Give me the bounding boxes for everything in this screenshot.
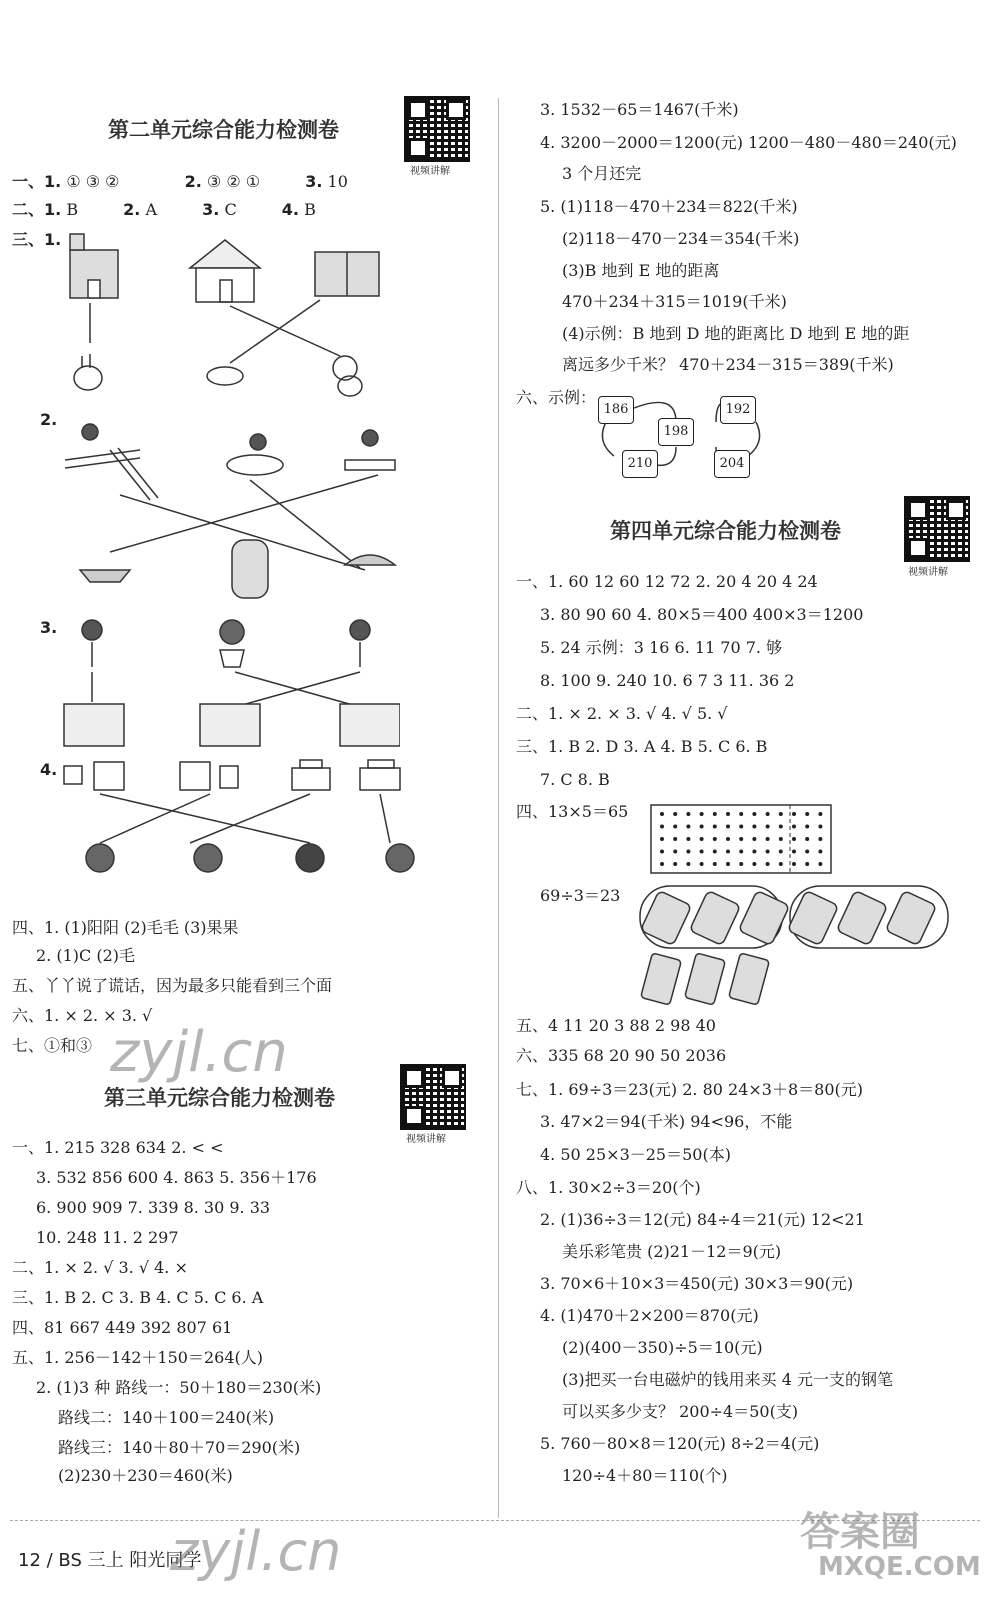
- answer-line: 路线三：140＋80＋70＝290(米): [58, 1438, 301, 1457]
- dot: [713, 850, 717, 854]
- watermark: MXQE.COM: [818, 1552, 981, 1582]
- answer-line: 8. 100 9. 240 10. 6 7 3 11. 36 2: [540, 671, 795, 690]
- loose-sticks: [685, 953, 726, 1005]
- answer-line: 69÷3＝23: [540, 886, 621, 905]
- answer-line: 470＋234＋315＝1019(千米): [562, 292, 787, 311]
- dot: [792, 862, 796, 866]
- unit2-q6-line: 六、1. × 2. × 3. √: [12, 1006, 153, 1025]
- dot: [818, 850, 822, 854]
- q3-3-label: 3.: [40, 618, 58, 637]
- dot: [686, 862, 690, 866]
- watermark: 答案圈: [800, 1509, 920, 1555]
- dot: [726, 837, 730, 841]
- dot: [752, 825, 756, 829]
- diagram-number: 204: [714, 450, 750, 478]
- answer-line: 5. 24 示例：3 16 6. 11 70 7. 够: [540, 638, 783, 657]
- answer-line: 2. (1)3 种 路线一：50＋180＝230(米): [36, 1378, 322, 1397]
- dot: [792, 837, 796, 841]
- viewpoint-matching-figure: [60, 612, 400, 752]
- block-view-matching-figure: [60, 758, 420, 898]
- dot: [779, 862, 783, 866]
- dot: [818, 862, 822, 866]
- answer-line: 四、13×5＝65: [516, 802, 629, 821]
- dot: [713, 837, 717, 841]
- dot: [739, 850, 743, 854]
- dot: [766, 862, 770, 866]
- dot: [779, 837, 783, 841]
- dot: [805, 812, 809, 816]
- dot: [713, 825, 717, 829]
- answer-line: 八、1. 30×2÷3＝20(个): [516, 1178, 701, 1197]
- unit2-q5-line: 五、丫丫说了谎话，因为最多只能看到三个面: [12, 976, 333, 995]
- dot: [700, 850, 704, 854]
- dot: [713, 862, 717, 866]
- qr-caption: 视频讲解: [908, 567, 948, 578]
- qr-caption: 视频讲解: [410, 166, 450, 177]
- answer-line: 五、4 11 20 3 88 2 98 40: [516, 1016, 716, 1035]
- dot: [739, 837, 743, 841]
- dot: [700, 812, 704, 816]
- answer-line: 5. (1)118－470＋234＝822(千米): [540, 197, 798, 216]
- loose-sticks: [729, 953, 770, 1005]
- answer-line: 二、1. B 2. A 3. C 4. B: [12, 200, 316, 219]
- diagram-number: 192: [720, 396, 756, 424]
- dot: [726, 850, 730, 854]
- dot: [673, 850, 677, 854]
- dot: [752, 812, 756, 816]
- q3-2-label: 2.: [40, 410, 58, 429]
- dot: [805, 850, 809, 854]
- answer-line: (2)230＋230＝460(米): [58, 1466, 233, 1485]
- answer-line: 10. 248 11. 2 297: [36, 1228, 179, 1247]
- answer-line: 一、1. 215 328 634 2. < <: [12, 1138, 224, 1157]
- qr-caption: 视频讲解: [406, 1134, 446, 1145]
- loose-sticks: [641, 953, 682, 1005]
- dot: [779, 812, 783, 816]
- unit2-q7-line: 七、①和③: [12, 1036, 93, 1055]
- dot: [673, 812, 677, 816]
- answer-line: 120÷4＋80＝110(个): [562, 1466, 728, 1485]
- dot: [779, 850, 783, 854]
- dot: [673, 837, 677, 841]
- answer-line: 4. 3200－2000＝1200(元) 1200－480－480＝240(元): [540, 133, 957, 152]
- answer-line: 一、1. 60 12 60 12 72 2. 20 4 20 4 24: [516, 572, 818, 591]
- dot: [660, 812, 664, 816]
- dot: [752, 850, 756, 854]
- answer-line: 4. (1)470＋2×200＝870(元): [540, 1306, 759, 1325]
- dot: [792, 812, 796, 816]
- answer-line: 五、1. 256－142＋150＝264(人): [12, 1348, 263, 1367]
- stick-bundles-figure: [636, 880, 952, 1008]
- dot: [766, 825, 770, 829]
- unit4-title: 第四单元综合能力检测卷: [610, 519, 841, 543]
- watermark: zyjl.cn: [110, 1020, 288, 1085]
- dot: [726, 825, 730, 829]
- answer-line: (3)把买一台电磁炉的钱用来买 4 元一支的钢笔: [562, 1370, 894, 1389]
- dot: [766, 812, 770, 816]
- answer-line: 四、81 667 449 392 807 61: [12, 1318, 233, 1337]
- watermark: zyjl.cn: [170, 1520, 342, 1583]
- dot: [766, 850, 770, 854]
- dot-array-figure: [650, 804, 832, 876]
- answer-line: (2)118－470－234＝354(千米): [562, 229, 800, 248]
- answer-line: 5. 760－80×8＝120(元) 8÷2＝4(元): [540, 1434, 820, 1453]
- answer-line: 3. 47×2＝94(千米) 94<96，不能: [540, 1112, 793, 1131]
- answer-line: 4. 50 25×3－25＝50(本): [540, 1145, 731, 1164]
- dot: [673, 825, 677, 829]
- dot: [700, 862, 704, 866]
- dot: [739, 825, 743, 829]
- diagram-number: 210: [622, 450, 658, 478]
- house-animal-matching-figure: [60, 228, 400, 408]
- dot: [700, 837, 704, 841]
- unit2-title: 第二单元综合能力检测卷: [108, 118, 339, 142]
- answer-line: 二、1. × 2. √ 3. √ 4. ×: [12, 1258, 188, 1277]
- answer-line: 三、1. B 2. C 3. B 4. C 5. C 6. A: [12, 1288, 264, 1307]
- answer-line: 3 个月还完: [562, 164, 642, 183]
- answer-line: 七、1. 69÷3＝23(元) 2. 80 24×3＋8＝80(元): [516, 1080, 863, 1099]
- answer-line: 六、示例：: [516, 388, 597, 407]
- dot: [660, 850, 664, 854]
- answer-line: (3)B 地到 E 地的距离: [562, 261, 720, 280]
- answer-line: 6. 900 909 7. 339 8. 30 9. 33: [36, 1198, 271, 1217]
- dot: [686, 825, 690, 829]
- answer-line: 二、1. × 2. × 3. √ 4. √ 5. √: [516, 704, 728, 723]
- dot: [739, 812, 743, 816]
- diagram-number: 186: [598, 396, 634, 424]
- dot: [726, 862, 730, 866]
- dot: [673, 862, 677, 866]
- answer-line: 2. (1)36÷3＝12(元) 84÷4＝21(元) 12<21: [540, 1210, 865, 1229]
- answer-line: 一、1. ① ③ ② 2. ③ ② ① 3. 10: [12, 172, 348, 191]
- dot: [660, 862, 664, 866]
- dot: [805, 862, 809, 866]
- diagram-number: 198: [658, 418, 694, 446]
- answer-line: 3. 70×6＋10×3＝450(元) 30×3＝90(元): [540, 1274, 854, 1293]
- answer-line: 路线二：140＋100＝240(米): [58, 1408, 275, 1427]
- dot: [660, 837, 664, 841]
- dot: [660, 825, 664, 829]
- dot: [726, 812, 730, 816]
- dot: [805, 825, 809, 829]
- dot: [700, 825, 704, 829]
- answer-line: 美乐彩笔贵 (2)21－12＝9(元): [562, 1242, 782, 1261]
- unit3-title: 第三单元综合能力检测卷: [104, 1086, 335, 1110]
- qr-code-unit2[interactable]: [404, 96, 470, 162]
- dot: [818, 837, 822, 841]
- qr-code-unit3[interactable]: [400, 1064, 466, 1130]
- unit2-q4-line: 四、1. (1)阳阳 (2)毛毛 (3)果果: [12, 918, 239, 937]
- answer-line: (2)(400－350)÷5＝10(元): [562, 1338, 763, 1357]
- answer-line: 3. 1532－65＝1467(千米): [540, 100, 739, 119]
- dot: [686, 837, 690, 841]
- dot: [805, 837, 809, 841]
- dot: [686, 812, 690, 816]
- q3-1-label: 三、1.: [12, 230, 62, 249]
- answer-line: 3. 80 90 60 4. 80×5＝400 400×3＝1200: [540, 605, 864, 624]
- unit2-q4-2-line: 2. (1)C (2)毛: [36, 946, 136, 965]
- dot: [752, 862, 756, 866]
- answer-line: 离远多少千米？ 470＋234－315＝389(千米): [562, 355, 894, 374]
- q3-4-label: 4.: [40, 760, 58, 779]
- dot: [818, 812, 822, 816]
- dot: [752, 837, 756, 841]
- qr-code-unit4[interactable]: [904, 496, 970, 562]
- answer-line: (4)示例：B 地到 D 地的距离比 D 地到 E 地的距: [562, 324, 910, 343]
- dot: [739, 862, 743, 866]
- dot: [779, 825, 783, 829]
- answer-line: 六、335 68 20 90 50 2036: [516, 1046, 727, 1065]
- dot: [818, 825, 822, 829]
- dot: [792, 850, 796, 854]
- boat-matching-figure: [60, 420, 420, 610]
- page-footer: 12 / BS 三上 阳光同学: [18, 1550, 202, 1571]
- answer-line: 3. 532 856 600 4. 863 5. 356＋176: [36, 1168, 317, 1187]
- dot: [766, 837, 770, 841]
- column-divider: [498, 98, 499, 1518]
- dot: [713, 812, 717, 816]
- answer-line: 可以买多少支？ 200÷4＝50(支): [562, 1402, 799, 1421]
- answer-line: 7. C 8. B: [540, 770, 610, 789]
- answer-line: 三、1. B 2. D 3. A 4. B 5. C 6. B: [516, 737, 768, 756]
- dot: [686, 850, 690, 854]
- dot: [792, 825, 796, 829]
